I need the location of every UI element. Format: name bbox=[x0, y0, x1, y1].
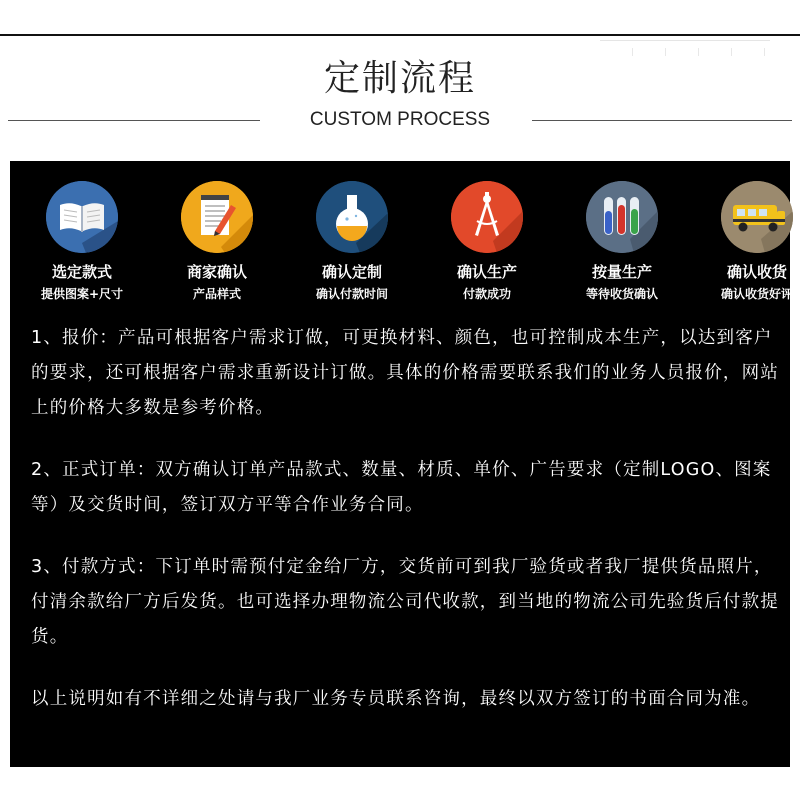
step-sub: 等待收货确认 bbox=[585, 287, 658, 301]
step-sub: 产品样式 bbox=[192, 287, 241, 301]
step-sub: 付款成功 bbox=[462, 287, 511, 301]
step-sub: 确认收货好评 bbox=[720, 287, 793, 301]
top-rule bbox=[0, 34, 800, 36]
step-confirm-custom bbox=[287, 181, 417, 302]
step-label: 确认定制 bbox=[321, 263, 382, 281]
paragraph-note: 以上说明如有不详细之处请与我厂业务专员联系咨询，最终以双方签订的书面合同为准。 bbox=[31, 689, 761, 709]
process-steps bbox=[10, 181, 793, 311]
flask-icon bbox=[316, 181, 388, 253]
step-label: 确认收货 bbox=[726, 263, 787, 281]
paragraph-order: 2、正式订单：双方确认订单产品款式、数量、材质、单价、广告要求（定制LOGO、图案等）及交货时间，签订双方平等合作业务合同。 bbox=[31, 460, 772, 515]
book-icon bbox=[46, 181, 118, 253]
step-confirm-production bbox=[422, 181, 552, 302]
decorative-grid bbox=[600, 40, 770, 49]
step-sub: 提供图案+尺寸 bbox=[40, 287, 124, 301]
step-confirm-receipt bbox=[692, 181, 800, 302]
page-subtitle: CUSTOM PROCESS bbox=[309, 109, 491, 130]
paragraph-payment: 3、付款方式：下订单时需预付定金给厂方，交货前可到我厂验货或者我厂提供货品照片，付清余款给厂方后发货。也可选择办理物流公司代收款，到当地的物流公司先验货后付款提货。 bbox=[31, 557, 779, 647]
process-description bbox=[31, 321, 783, 744]
step-merchant-confirm bbox=[152, 181, 282, 302]
paragraph-quote: 1、报价：产品可根据客户需求订做，可更换材料、颜色，也可控制成本生产，以达到客户的要求，还可根据客户需求重新设计订做。具体的价格需要联系我们的业务人员报价，网站上的价格大多数是参考价格。 bbox=[31, 328, 779, 418]
step-mass-production bbox=[557, 181, 687, 302]
subtitle-row bbox=[0, 109, 800, 133]
step-label: 商家确认 bbox=[186, 263, 247, 281]
step-label: 选定款式 bbox=[51, 263, 112, 281]
test-tubes-icon bbox=[586, 181, 658, 253]
step-sub: 确认付款时间 bbox=[315, 287, 388, 301]
page-title: 定制流程 bbox=[323, 58, 476, 99]
step-label: 按量生产 bbox=[591, 263, 652, 281]
truck-icon bbox=[721, 181, 793, 253]
compass-icon bbox=[451, 181, 523, 253]
divider-right bbox=[532, 120, 792, 121]
step-label: 确认生产 bbox=[456, 263, 517, 281]
process-panel bbox=[10, 161, 793, 767]
notepad-pencil-icon bbox=[181, 181, 253, 253]
step-select-style bbox=[17, 181, 147, 302]
